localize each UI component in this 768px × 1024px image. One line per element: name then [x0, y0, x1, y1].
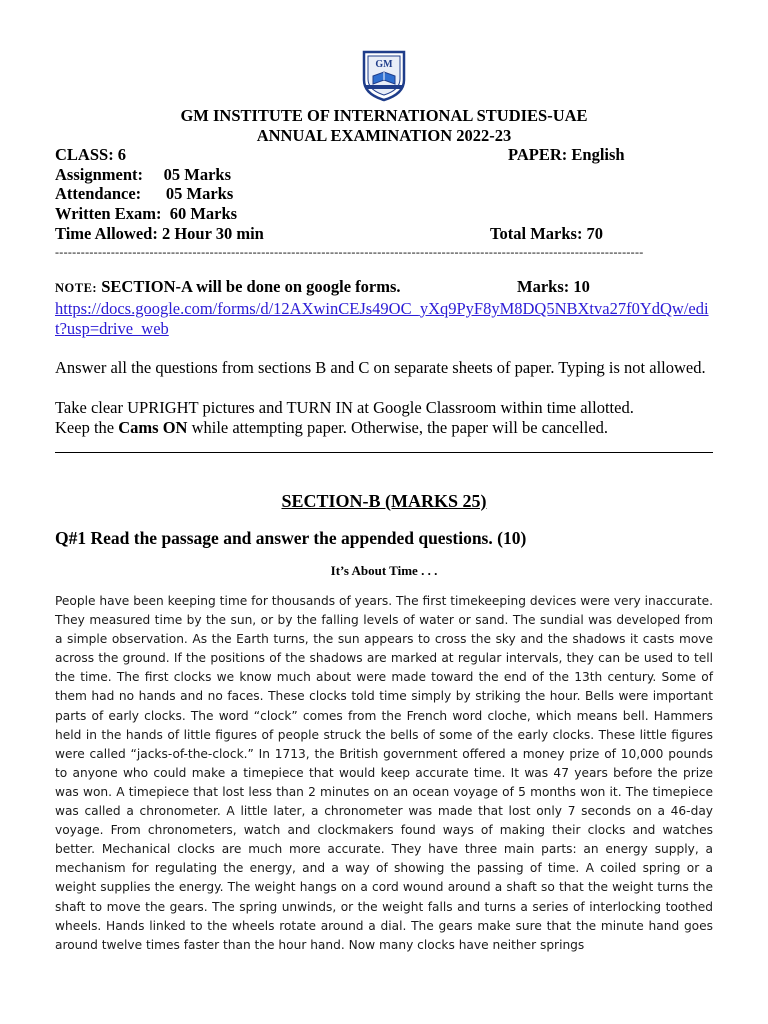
written-exam-marks: Written Exam: 60 Marks	[55, 204, 238, 223]
exam-title: ANNUAL EXAMINATION 2022-23	[256, 126, 512, 145]
passage-title: It’s About Time . . .	[330, 563, 438, 578]
instruction-separate-sheets: Answer all the questions from sections B and C on separate sheets of paper. Typing is not allowed.	[55, 358, 706, 377]
class-label: CLASS: 6	[55, 145, 127, 164]
total-marks: Total Marks: 70	[490, 224, 604, 243]
school-logo	[361, 50, 407, 102]
instruction-upright-pictures: Take clear UPRIGHT pictures and TURN IN at Google Classroom within time allotted.	[55, 398, 634, 417]
time-allowed: Time Allowed: 2 Hour 30 min	[55, 224, 264, 243]
question-1: Q#1 Read the passage and answer the appended questions. (10)	[55, 528, 527, 548]
note-text: SECTION-A will be done on google forms.	[97, 277, 401, 296]
paper-label: PAPER: English	[508, 145, 625, 164]
svg-text:GM: GM	[375, 59, 393, 70]
google-form-link[interactable]: https://docs.google.com/forms/d/12AXwinCEJs49OC_yXq9PyF8yM8DQ5NBXtva27f0YdQw/edit?usp=drive_web	[55, 299, 709, 338]
assignment-marks: Assignment: 05 Marks	[55, 165, 231, 184]
institute-name: GM INSTITUTE OF INTERNATIONAL STUDIES-UAE	[180, 106, 588, 125]
section-a-marks: Marks: 10	[517, 277, 590, 296]
attendance-marks: Attendance: 05 Marks	[55, 184, 234, 203]
note-line	[55, 277, 401, 297]
cams-post: while attempting paper. Otherwise, the paper will be cancelled.	[187, 418, 609, 437]
cams-pre: Keep the	[55, 418, 119, 437]
section-b-title: SECTION-B (MARKS 25)	[281, 491, 487, 511]
instruction-cams-on	[55, 418, 715, 438]
note-label: NOTE:	[55, 281, 98, 295]
cams-on-text: Cams ON	[118, 418, 188, 437]
dashed-separator: -----------------------------------------------------------------------------------------------------------------------------------------	[55, 245, 644, 259]
passage-text: People have been keeping time for thousands of years. The first timekeeping devices were very inaccurate. They measured time by the sun, or by the falling levels of water or sand. The sundial was developed from a simple observation. As the Earth turns, the sun appears to cross the sky and the shadows it casts move across the ground. If the positions of the shadows are marked at regular intervals, they can be used to tell the time. The first clocks we know much about were made toward the end of the 13th century. Some of them had no hands and no faces. These clocks told time simply by striking the hour. Bells were important parts of early clocks. The word “clock” comes from the French word cloche, which means bell. Hammers held in the hands of little figures of people struck the bells of some of the early clocks. These little figures were called “jacks-of-the-clock.” In 1713, the British government offered a money prize of 10,000 pounds to anyone who could make a timepiece that would keep accurate time. It was 47 years before the prize was won. A timepiece that lost less than 2 minutes on an ocean voyage of 5 months won it. The timepiece was called a chronometer. A little later, a chronometer was made that lost only 7 seconds on a 46-day voyage. From chronometers, watch and clockmakers found ways of making their clocks and watches better. Mechanical clocks are much more accurate. They have three main parts: an energy supply, a mechanism for regulating the energy, and a way of showing the passing of time. A coiled spring or a weight supplies the energy. The weight hangs on a cord wound around a shaft so that the weight turns the shaft to move the gears. The spring unwinds, or the weight falls and turns a series of interlocking toothed wheels. Hands linked to the wheels rotate around a dial. The gears make sure that the minute hand goes around twelve times faster than the hour hand. Now many clocks have neither springs	[55, 594, 713, 952]
horizontal-rule	[55, 452, 713, 453]
